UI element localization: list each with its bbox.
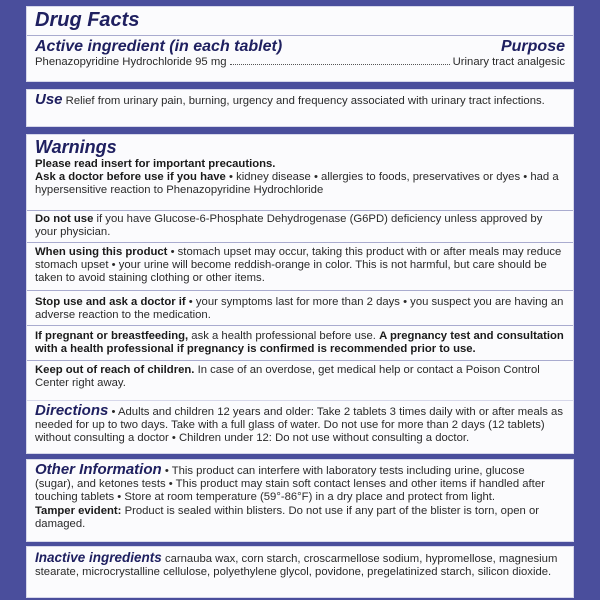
dot-leader xyxy=(230,64,450,65)
purpose-heading: Purpose xyxy=(500,38,565,55)
directions-section xyxy=(35,404,565,446)
do-not-use-text: if you have Glucose-6-Phosphate Dehydrogenase (G6PD) deficiency unless approved by your physician. xyxy=(35,213,543,239)
use-heading: Use xyxy=(35,91,63,108)
pregnancy-section xyxy=(27,330,573,356)
tamper-evident-section xyxy=(35,505,565,531)
tamper-evident-label: Tamper evident: xyxy=(35,504,122,517)
inactive-ingredients-box xyxy=(26,546,574,598)
keep-out-section xyxy=(27,364,573,390)
divider xyxy=(27,360,573,361)
active-ingredient-row xyxy=(35,56,565,69)
warnings-heading: Warnings xyxy=(35,137,117,157)
keep-out-text: In case of an overdose, get medical help or contact a Poison Control Center right away. xyxy=(35,364,540,390)
do-not-use-label: Do not use xyxy=(35,213,94,225)
inactive-ingredients-heading: Inactive ingredients xyxy=(35,550,162,565)
stop-use-section xyxy=(27,296,573,322)
inactive-ingredients-section xyxy=(35,551,565,579)
inactive-ingredients-text: carnauba wax, corn starch, croscarmellose sodium, hypromellose, magnesium stearate, microcrystalline cellulose, polyethylene glycol, povidone, pregelatinized starch, silicon dioxide. xyxy=(35,553,558,579)
other-information-text: • This product can interfere with laboratory tests including urine, glucose (sugar), and ketones tests • This product may stain soft contact lenses and other items if handled after touching tablets • Store at room temperature (59°-86°F) in a dry place and protect from light. xyxy=(35,465,545,504)
other-information-box xyxy=(26,459,574,542)
divider xyxy=(27,242,573,243)
divider xyxy=(27,210,573,211)
active-ingredient-name: Phenazopyridine Hydrochloride 95 mg xyxy=(35,56,227,68)
directions-text: • Adults and children 12 years and older: Take 2 tablets 3 times daily with or after meals as needed for up to two days. Take with a full glass of water. Do not use for more than 2 days (12 tablets) without consulting a doctor • Children under 12: Do not use without consulting a doctor. xyxy=(35,406,563,445)
when-using-label: When using this product xyxy=(35,246,168,258)
directions-heading: Directions xyxy=(35,402,109,419)
when-using-section xyxy=(27,246,573,286)
directions-box xyxy=(26,400,574,454)
do-not-use-section xyxy=(27,213,573,239)
drug-facts-header-box xyxy=(26,6,574,82)
warnings-insert-note: Please read insert for important precautions. xyxy=(35,158,276,170)
tamper-evident-text: Product is sealed within blisters. Do not use if any part of the blister is torn, open or damaged. xyxy=(35,504,539,530)
divider xyxy=(27,290,573,291)
ask-doctor-text: • kidney disease • allergies to foods, preservatives or dyes • had a hypersensitive reaction to Phenazopyridine Hydrochloride xyxy=(35,171,559,197)
pregnancy-bold-text: A pregnancy test and consultation with a health professional if pregnancy is confirmed is recommended prior to use. xyxy=(35,330,564,356)
divider xyxy=(27,325,573,326)
use-section xyxy=(35,93,565,108)
other-information-heading: Other Information xyxy=(35,461,162,478)
when-using-text: • stomach upset may occur, taking this product with or after meals may reduce stomach upset • your urine will become reddish-orange in color. This is not harmful, but care should be taken to avoid staining clothing or other items. xyxy=(35,246,562,285)
warnings-box xyxy=(26,134,574,402)
use-text: Relief from urinary pain, burning, urgency and frequency associated with urinary tract infections. xyxy=(65,95,545,107)
pregnancy-label: If pregnant or breastfeeding, xyxy=(35,330,189,342)
other-information-section xyxy=(35,463,565,505)
active-ingredient-header-row xyxy=(35,38,565,56)
active-ingredient-heading: Active ingredient (in each tablet) xyxy=(35,38,283,55)
use-box xyxy=(26,89,574,127)
drug-facts-title: Drug Facts xyxy=(35,9,140,31)
stop-use-label: Stop use and ask a doctor if xyxy=(35,296,186,308)
divider xyxy=(27,35,573,36)
ask-doctor-section xyxy=(35,171,565,197)
ask-doctor-label: Ask a doctor before use if you have xyxy=(35,171,226,184)
stop-use-text: • your symptoms last for more than 2 days • you suspect you are having an adverse reaction to the medication. xyxy=(35,296,564,322)
active-ingredient-purpose: Urinary tract analgesic xyxy=(452,56,565,68)
pregnancy-text: ask a health professional before use. xyxy=(191,330,376,342)
keep-out-label: Keep out of reach of children. xyxy=(35,364,195,376)
